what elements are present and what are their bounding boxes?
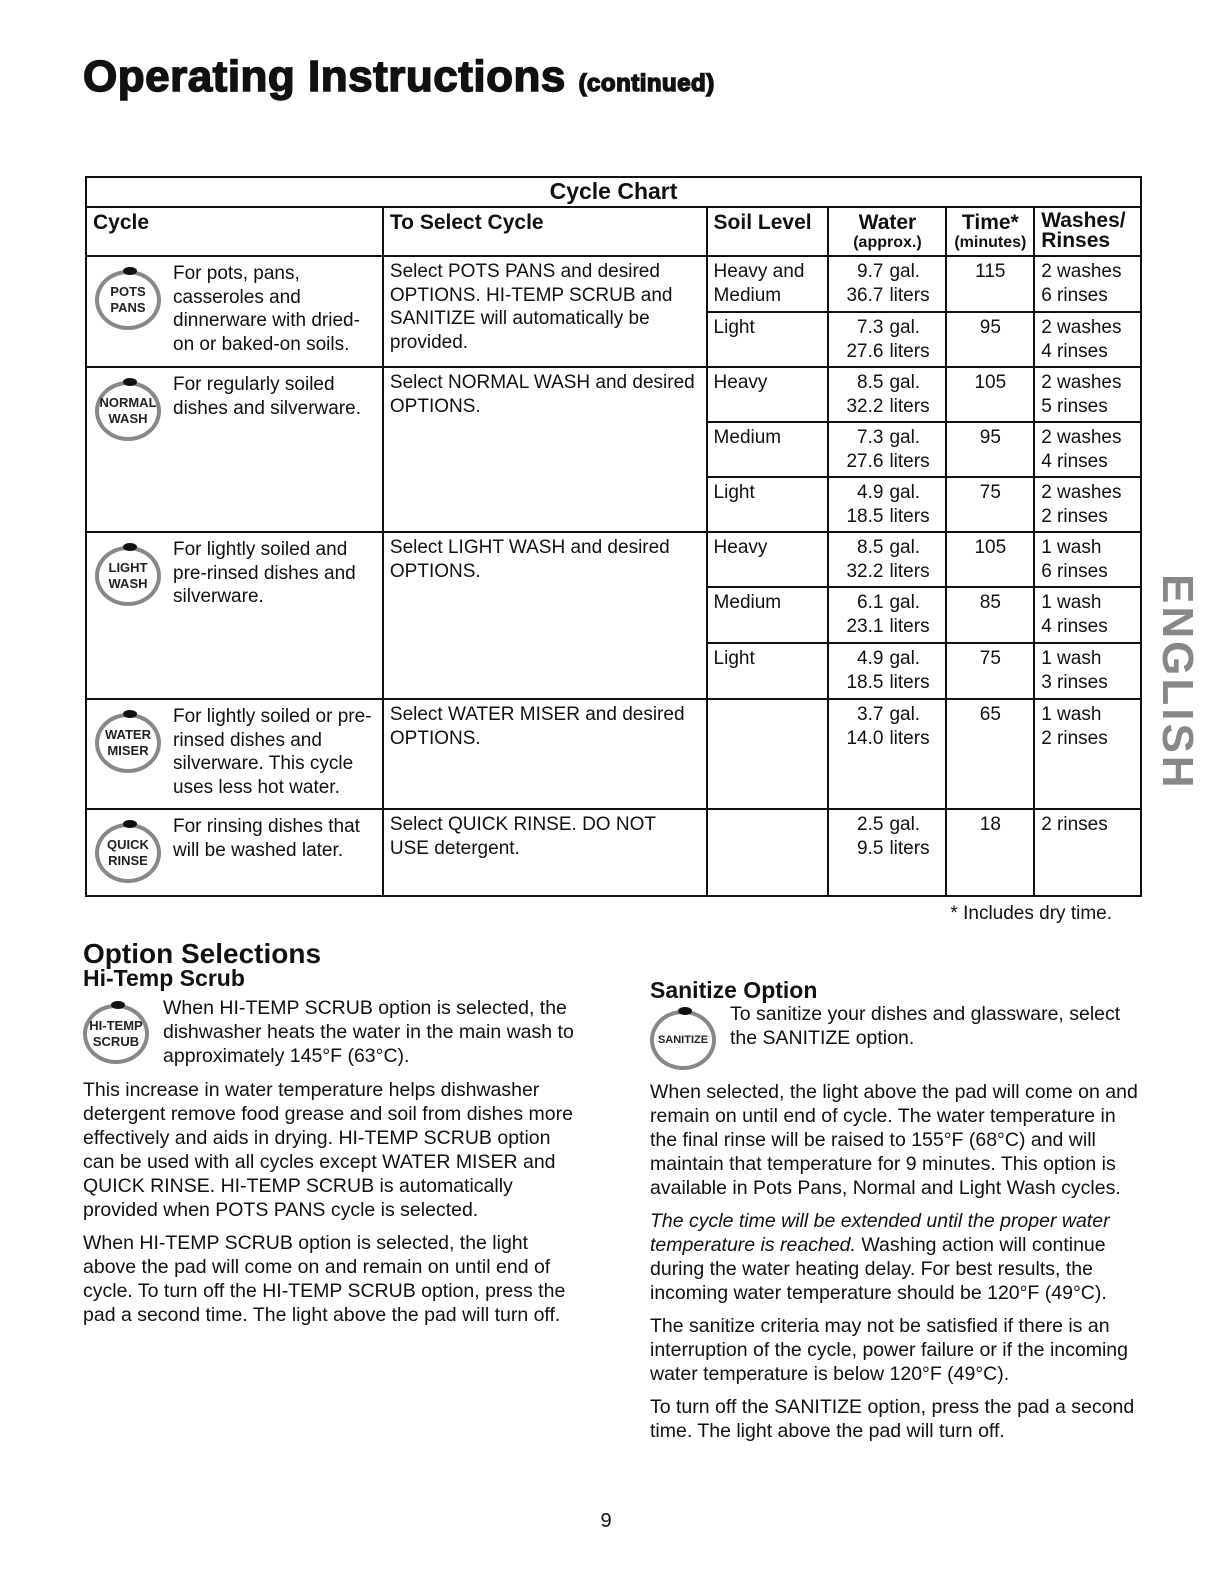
rinses: 4 rinses bbox=[1041, 450, 1108, 472]
table-row bbox=[86, 367, 1141, 422]
water-cell bbox=[828, 643, 946, 699]
hitemp-p1: This increase in water temperature helps dishwasher detergent remove food grease and soil from dishes more effectively and aids in drying. HI-TEMP SCRUB option can be used with all cycles except WATER MISER and QUICK RINSE. HI-TEMP SCRUB is automatically provided when POTS PANS cycle is selected. bbox=[83, 1079, 573, 1221]
liters-unit: liters bbox=[889, 284, 930, 306]
soil-level: Light bbox=[707, 312, 829, 367]
soil-level: Light bbox=[707, 643, 829, 699]
water-liters: 36.7 bbox=[846, 284, 884, 306]
liters-unit: liters bbox=[889, 505, 930, 527]
washes: 2 washes bbox=[1041, 372, 1122, 393]
gal-unit: gal. bbox=[889, 427, 921, 448]
water-liters: 27.6 bbox=[846, 340, 884, 362]
water-liters: 18.5 bbox=[846, 671, 884, 693]
water-cell bbox=[828, 256, 946, 312]
water-values bbox=[835, 703, 939, 750]
water-liters: 32.2 bbox=[846, 560, 884, 582]
cycle-pad-icon: POTS PANS bbox=[95, 270, 161, 330]
header-cycle: Cycle bbox=[86, 207, 383, 257]
water-cell bbox=[828, 532, 946, 587]
cycle-description: For rinsing dishes that will be washed later. bbox=[173, 816, 360, 861]
header-select: To Select Cycle bbox=[383, 207, 707, 257]
water-gal: 7.3 bbox=[857, 427, 884, 448]
select-cycle-cell: Select QUICK RINSE. DO NOT USE detergent. bbox=[383, 809, 707, 896]
rinses: 6 rinses bbox=[1041, 284, 1108, 306]
sanitize-p1: When selected, the light above the pad will come on and remain on until end of cycle. The water temperature in the final rinse will be raised to 155°F (68°C) and will maintain that temperature for 9 minutes. This option is available in Pots Pans, Normal and Light Wash cycles. bbox=[650, 1081, 1138, 1199]
water-gal: 8.5 bbox=[857, 537, 884, 558]
liters-unit: liters bbox=[889, 450, 930, 472]
hitemp-p2: When HI-TEMP SCRUB option is selected, the light above the pad will come on and remain on until end of cycle. To turn off the HI-TEMP SCRUB option, press the pad a second time. The light above the pad will turn off. bbox=[83, 1232, 566, 1326]
soil-level: Heavy bbox=[707, 367, 829, 422]
liters-unit: liters bbox=[889, 340, 930, 362]
water-gal: 9.7 bbox=[857, 261, 884, 282]
water-values bbox=[835, 371, 939, 418]
cycle-cell bbox=[86, 809, 383, 896]
hitemp-heading: Hi-Temp Scrub bbox=[83, 965, 245, 991]
header-time bbox=[946, 207, 1034, 257]
gal-unit: gal. bbox=[889, 261, 921, 282]
washes: 1 wash bbox=[1041, 592, 1102, 613]
sanitize-pad-icon: SANITIZE bbox=[650, 1010, 716, 1070]
gal-unit: gal. bbox=[889, 317, 921, 338]
water-values bbox=[835, 481, 939, 528]
water-liters: 14.0 bbox=[846, 727, 884, 749]
water-cell bbox=[828, 367, 946, 422]
cycle-pad-icon: WATER MISER bbox=[95, 713, 161, 773]
select-cycle-cell: Select WATER MISER and desired OPTIONS. bbox=[383, 699, 707, 809]
water-gal: 3.7 bbox=[857, 704, 884, 725]
rinses: 2 rinses bbox=[1041, 727, 1108, 749]
cycle-pad-icon: LIGHT WASH bbox=[95, 546, 161, 606]
washes: 1 wash bbox=[1041, 648, 1102, 669]
gal-unit: gal. bbox=[889, 537, 921, 558]
liters-unit: liters bbox=[889, 727, 930, 749]
washes-rinses bbox=[1034, 477, 1141, 532]
washes-rinses bbox=[1034, 809, 1141, 896]
gal-unit: gal. bbox=[889, 648, 921, 669]
hitemp-scrub-pad-icon: HI-TEMP SCRUB bbox=[83, 1004, 149, 1064]
header-washes: Washes/ Rinses bbox=[1034, 207, 1141, 257]
cycle-cell bbox=[86, 256, 383, 367]
title-suffix: (continued) bbox=[578, 70, 715, 97]
cycle-cell bbox=[86, 367, 383, 532]
time-minutes: 75 bbox=[946, 477, 1034, 532]
title-text: Operating Instructions bbox=[83, 52, 566, 101]
liters-unit: liters bbox=[889, 671, 930, 693]
water-values bbox=[835, 647, 939, 694]
water-liters: 27.6 bbox=[846, 450, 884, 472]
cycle-pad-icon: QUICK RINSE bbox=[95, 823, 161, 883]
water-values bbox=[835, 260, 939, 307]
sanitize-p2-text: Washing action will continue during the water heating delay. For best results, the incoming water temperature should be 120°F (49°C). bbox=[650, 1234, 1107, 1304]
water-liters: 23.1 bbox=[846, 615, 884, 637]
washes: 1 wash bbox=[1041, 704, 1102, 725]
rinses: 2 rinses bbox=[1041, 814, 1108, 835]
sanitize-section bbox=[650, 978, 1145, 1452]
side-tab-english: ENGLISH bbox=[1153, 574, 1202, 791]
washes-rinses bbox=[1034, 587, 1141, 643]
water-cell bbox=[828, 809, 946, 896]
washes-rinses bbox=[1034, 422, 1141, 477]
washes-rinses bbox=[1034, 532, 1141, 587]
water-label: Water bbox=[858, 210, 917, 234]
rinses: 4 rinses bbox=[1041, 615, 1108, 637]
washes: 2 washes bbox=[1041, 427, 1122, 448]
water-cell bbox=[828, 312, 946, 367]
washes-rinses bbox=[1034, 312, 1141, 367]
liters-unit: liters bbox=[889, 395, 930, 417]
water-gal: 4.9 bbox=[857, 648, 884, 669]
sanitize-p3: The sanitize criteria may not be satisfied if there is an interruption of the cycle, power failure or if the incoming water temperature is below 120°F (49°C). bbox=[650, 1315, 1128, 1385]
soil-level bbox=[707, 809, 829, 896]
water-gal: 8.5 bbox=[857, 372, 884, 393]
soil-level: Light bbox=[707, 477, 829, 532]
page-title bbox=[83, 52, 715, 102]
water-sub: (approx.) bbox=[853, 234, 922, 251]
cycle-description: For lightly soiled and pre-rinsed dishes and silverware. bbox=[173, 539, 356, 607]
cycle-pad-icon: NORMAL WASH bbox=[95, 381, 161, 441]
water-gal: 2.5 bbox=[857, 814, 884, 835]
sanitize-p2 bbox=[650, 1209, 1145, 1305]
time-minutes: 95 bbox=[946, 422, 1034, 477]
gal-unit: gal. bbox=[889, 372, 921, 393]
select-cycle-cell: Select NORMAL WASH and desired OPTIONS. bbox=[383, 367, 707, 532]
time-minutes: 95 bbox=[946, 312, 1034, 367]
liters-unit: liters bbox=[889, 560, 930, 582]
select-cycle-cell: Select POTS PANS and desired OPTIONS. HI-TEMP SCRUB and SANITIZE will automatically be provided. bbox=[383, 256, 707, 367]
gal-unit: gal. bbox=[889, 592, 921, 613]
cycle-description: For lightly soiled or pre-rinsed dishes and silverware. This cycle uses less hot water. bbox=[173, 706, 372, 798]
cycle-description: For regularly soiled dishes and silverware. bbox=[173, 374, 361, 419]
water-gal: 4.9 bbox=[857, 482, 884, 503]
water-values bbox=[835, 536, 939, 583]
soil-level: Medium bbox=[707, 422, 829, 477]
table-row bbox=[86, 809, 1141, 896]
page-number: 9 bbox=[600, 1510, 612, 1532]
water-values bbox=[835, 591, 939, 638]
time-minutes: 115 bbox=[946, 256, 1034, 312]
table-row bbox=[86, 532, 1141, 587]
rinses: 3 rinses bbox=[1041, 671, 1108, 693]
cycle-cell bbox=[86, 699, 383, 809]
washes: 2 washes bbox=[1041, 317, 1122, 338]
water-liters: 9.5 bbox=[857, 837, 884, 859]
water-cell bbox=[828, 587, 946, 643]
water-liters: 18.5 bbox=[846, 505, 884, 527]
liters-unit: liters bbox=[889, 837, 930, 859]
gal-unit: gal. bbox=[889, 814, 921, 835]
water-gal: 6.1 bbox=[857, 592, 884, 613]
soil-level: Heavy bbox=[707, 532, 829, 587]
rinses: 2 rinses bbox=[1041, 505, 1108, 527]
sanitize-p2-italic: The cycle time will be extended until the proper water temperature is reached. bbox=[650, 1210, 1110, 1256]
hitemp-section bbox=[83, 938, 583, 1336]
time-label: Time* bbox=[961, 210, 1019, 234]
time-minutes: 65 bbox=[946, 699, 1034, 809]
rinses: 6 rinses bbox=[1041, 560, 1108, 582]
rinses: 4 rinses bbox=[1041, 340, 1108, 362]
sanitize-heading: Sanitize Option bbox=[650, 977, 818, 1003]
washes: 2 washes bbox=[1041, 482, 1122, 503]
cycle-chart bbox=[85, 176, 1142, 897]
time-minutes: 105 bbox=[946, 532, 1034, 587]
time-minutes: 18 bbox=[946, 809, 1034, 896]
option-selections-heading: Option Selections bbox=[83, 938, 322, 969]
chart-title: Cycle Chart bbox=[86, 177, 1141, 207]
time-minutes: 105 bbox=[946, 367, 1034, 422]
soil-level: Medium bbox=[707, 587, 829, 643]
time-minutes: 75 bbox=[946, 643, 1034, 699]
footnote: * Includes dry time. bbox=[950, 903, 1112, 924]
gal-unit: gal. bbox=[889, 704, 921, 725]
washes-rinses bbox=[1034, 367, 1141, 422]
table-row bbox=[86, 256, 1141, 312]
cycle-cell bbox=[86, 532, 383, 699]
washes: 1 wash bbox=[1041, 537, 1102, 558]
sanitize-p4: To turn off the SANITIZE option, press the pad a second time. The light above the pad will turn off. bbox=[650, 1396, 1135, 1442]
washes-rinses bbox=[1034, 256, 1141, 312]
water-liters: 32.2 bbox=[846, 395, 884, 417]
gal-unit: gal. bbox=[889, 482, 921, 503]
select-cycle-cell: Select LIGHT WASH and desired OPTIONS. bbox=[383, 532, 707, 699]
liters-unit: liters bbox=[889, 615, 930, 637]
header-soil: Soil Level bbox=[707, 207, 829, 257]
time-minutes: 85 bbox=[946, 587, 1034, 643]
soil-level: Heavy and Medium bbox=[707, 256, 829, 312]
water-cell bbox=[828, 699, 946, 809]
sanitize-intro: To sanitize your dishes and glassware, select the SANITIZE option. bbox=[730, 1003, 1121, 1049]
washes: 2 washes bbox=[1041, 261, 1122, 282]
water-cell bbox=[828, 477, 946, 532]
soil-level bbox=[707, 699, 829, 809]
hitemp-intro: When HI-TEMP SCRUB option is selected, the dishwasher heats the water in the main wash to approximately 145°F (63°C). bbox=[163, 997, 574, 1067]
water-gal: 7.3 bbox=[857, 317, 884, 338]
header-water bbox=[828, 207, 946, 257]
time-sub: (minutes) bbox=[954, 234, 1027, 251]
water-values bbox=[835, 813, 939, 860]
cycle-description: For pots, pans, casseroles and dinnerware with dried-on or baked-on soils. bbox=[173, 263, 360, 355]
washes-rinses bbox=[1034, 643, 1141, 699]
rinses: 5 rinses bbox=[1041, 395, 1108, 417]
table-row bbox=[86, 699, 1141, 809]
water-cell bbox=[828, 422, 946, 477]
water-values bbox=[835, 316, 939, 363]
water-values bbox=[835, 426, 939, 473]
washes-rinses bbox=[1034, 699, 1141, 809]
